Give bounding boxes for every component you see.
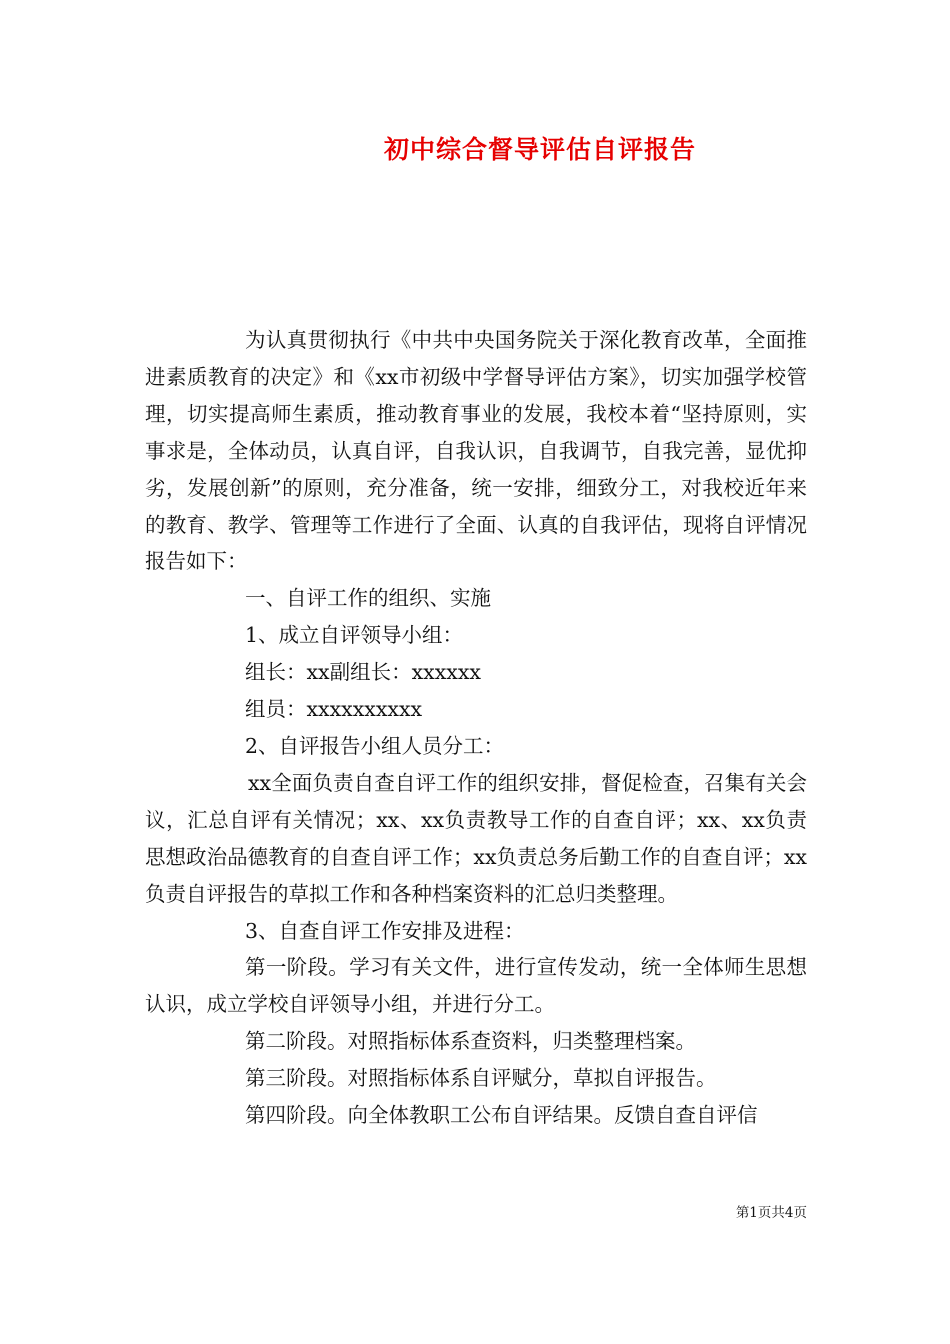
page-number: 第1页共4页	[735, 1205, 807, 1221]
paragraph-members: 组员：xxxxxxxxxx	[245, 697, 423, 722]
paragraph-intro: 为认真贯彻执行《中共中央国务院关于深化教育改革，全面推进素质教育的决定》和《xx市初级中学督导评估方案》，切实加强学校管理，切实提高师生素质，推动教育事业的发展，我校本着“坚持原则，实事求是，全体动员，认真自评，自我认识，自我调节，自我完善，显优抑劣，发展创新”的原则，充分准备，统一安排，细致分工，对我校近年来的教育、教学、管理等工作进行了全面、认真的自我评估，现将自评情况报告如下：	[145, 328, 807, 574]
document-body	[145, 322, 807, 1134]
subheading-3: 3、自查自评工作安排及进程：	[245, 918, 525, 943]
subheading-2: 2、自评报告小组人员分工：	[245, 733, 505, 758]
paragraph-leaders: 组长：xx副组长：xxxxxx	[245, 660, 481, 685]
paragraph-division: xx全面负责自查自评工作的组织安排，督促检查，召集有关会议，汇总自评有关情况；xx、xx负责教导工作的自查自评；xx、xx负责思想政治品德教育的自查自评工作；xx负责总务后勤工作的自查自评；xx负责自评报告的草拟工作和各种档案资料的汇总归类整理。	[145, 770, 807, 906]
paragraph-stage-1: 第一阶段。学习有关文件，进行宣传发动，统一全体师生思想认识，成立学校自评领导小组，并进行分工。	[145, 955, 807, 1017]
paragraph-stage-2: 第二阶段。对照指标体系查资料，归类整理档案。	[245, 1029, 696, 1054]
section-heading-1: 一、自评工作的组织、实施	[245, 586, 491, 611]
document-title: 初中综合督导评估自评报告	[383, 135, 696, 164]
paragraph-stage-3: 第三阶段。对照指标体系自评赋分，草拟自评报告。	[245, 1066, 717, 1091]
paragraph-stage-4: 第四阶段。向全体教职工公布自评结果。反馈自查自评信	[245, 1103, 758, 1128]
subheading-1: 1、成立自评领导小组：	[245, 623, 464, 648]
